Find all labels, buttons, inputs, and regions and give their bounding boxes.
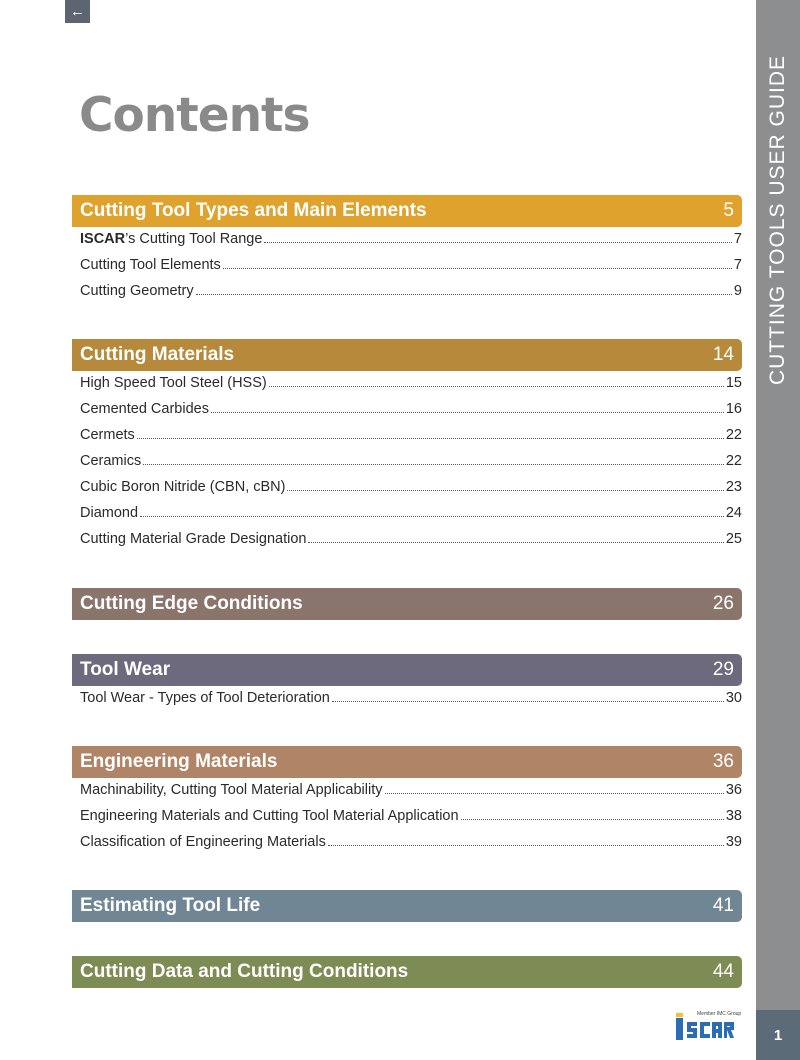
logo-tagline: Member IMC Group [697, 1011, 742, 1017]
section-title: Tool Wear [80, 659, 171, 680]
section-page: 29 [712, 659, 734, 680]
back-button[interactable] [65, 0, 90, 23]
dot-leader [287, 490, 723, 491]
entry-page: 15 [725, 375, 742, 391]
entry-page: 22 [725, 453, 742, 469]
toc-entry[interactable] [80, 531, 742, 557]
toc-entry[interactable] [80, 479, 742, 505]
section-title: Engineering Materials [80, 751, 278, 772]
entry-page: 16 [725, 401, 742, 417]
toc-section [72, 339, 742, 588]
entry-page: 7 [733, 231, 742, 247]
toc-entry[interactable] [80, 505, 742, 531]
section-title: Cutting Edge Conditions [80, 593, 303, 614]
dot-leader [385, 793, 724, 794]
iscar-logo [672, 1010, 737, 1048]
brand-name: ISCAR [80, 231, 126, 247]
dot-leader [223, 268, 732, 269]
dot-leader [196, 294, 732, 295]
entry-title: Tool Wear - Types of Tool Deterioration [80, 690, 330, 706]
entry-title: Ceramics [80, 453, 142, 469]
section-title: Cutting Materials [80, 344, 235, 365]
dot-leader [211, 412, 724, 413]
section-page: 14 [712, 344, 734, 365]
toc-section [72, 588, 742, 654]
entry-page: 9 [733, 283, 742, 299]
entry-page: 36 [725, 782, 742, 798]
section-heading[interactable] [72, 339, 742, 371]
dot-leader [264, 242, 731, 243]
dot-leader [332, 701, 724, 702]
section-title: Cutting Tool Types and Main Elements [80, 200, 427, 221]
entry-title: Cutting Geometry [80, 283, 194, 299]
toc-section [72, 746, 742, 890]
entry-page: 30 [725, 690, 742, 706]
page-title: Contents [79, 88, 310, 143]
section-page: 44 [712, 961, 734, 982]
section-page: 41 [712, 895, 734, 916]
entry-page: 7 [733, 257, 742, 273]
arrow-left-icon: ← [70, 3, 85, 20]
entry-title: Cutting Tool Elements [80, 257, 221, 273]
guide-title: CUTTING TOOLS USER GUIDE [766, 54, 789, 386]
dot-leader [137, 438, 724, 439]
entry-title: Classification of Engineering Materials [80, 834, 326, 850]
toc-entry[interactable] [80, 401, 742, 427]
section-page: 36 [712, 751, 734, 772]
dot-leader [328, 845, 724, 846]
toc-section [72, 654, 742, 746]
toc-entry[interactable] [80, 427, 742, 453]
dot-leader [308, 542, 723, 543]
toc-entry[interactable] [80, 257, 742, 283]
section-heading[interactable] [72, 890, 742, 922]
entry-page: 38 [725, 808, 742, 824]
dot-leader [143, 464, 724, 465]
toc-section [72, 195, 742, 339]
toc-entry[interactable] [80, 375, 742, 401]
entry-page: 25 [725, 531, 742, 547]
toc-entry[interactable] [80, 283, 742, 309]
toc-section [72, 956, 742, 996]
section-page: 26 [712, 593, 734, 614]
dot-leader [461, 819, 724, 820]
toc-section [72, 890, 742, 956]
toc-entry[interactable] [80, 453, 742, 479]
entry-title: Diamond [80, 505, 139, 521]
section-title: Cutting Data and Cutting Conditions [80, 961, 409, 982]
toc-entry[interactable] [80, 231, 742, 257]
entry-title: ’s Cutting Tool Range [125, 231, 263, 247]
section-page: 5 [723, 200, 734, 221]
entry-title: Cermets [80, 427, 135, 443]
toc-entry[interactable] [80, 834, 742, 860]
entry-page: 24 [725, 505, 742, 521]
table-of-contents [72, 195, 742, 996]
entry-title: Machinability, Cutting Tool Material Applicability [80, 782, 383, 798]
side-tab [756, 0, 800, 1060]
dot-leader [140, 516, 724, 517]
entry-title: Cemented Carbides [80, 401, 209, 417]
toc-entry[interactable] [80, 782, 742, 808]
section-heading[interactable] [72, 654, 742, 686]
entry-page: 22 [725, 427, 742, 443]
section-heading[interactable] [72, 588, 742, 620]
section-title: Estimating Tool Life [80, 895, 261, 916]
dot-leader [269, 386, 724, 387]
entry-title: Cubic Boron Nitride (CBN, cBN) [80, 479, 286, 495]
entry-title: Engineering Materials and Cutting Tool Material Application [80, 808, 459, 824]
entry-title: Cutting Material Grade Designation [80, 531, 307, 547]
entry-title: High Speed Tool Steel (HSS) [80, 375, 267, 391]
section-heading[interactable] [72, 956, 742, 988]
section-heading[interactable] [72, 195, 742, 227]
page-number: 1 [756, 1010, 800, 1060]
toc-entry[interactable] [80, 690, 742, 716]
toc-entry[interactable] [80, 808, 742, 834]
section-heading[interactable] [72, 746, 742, 778]
entry-page: 39 [725, 834, 742, 850]
entry-page: 23 [725, 479, 742, 495]
